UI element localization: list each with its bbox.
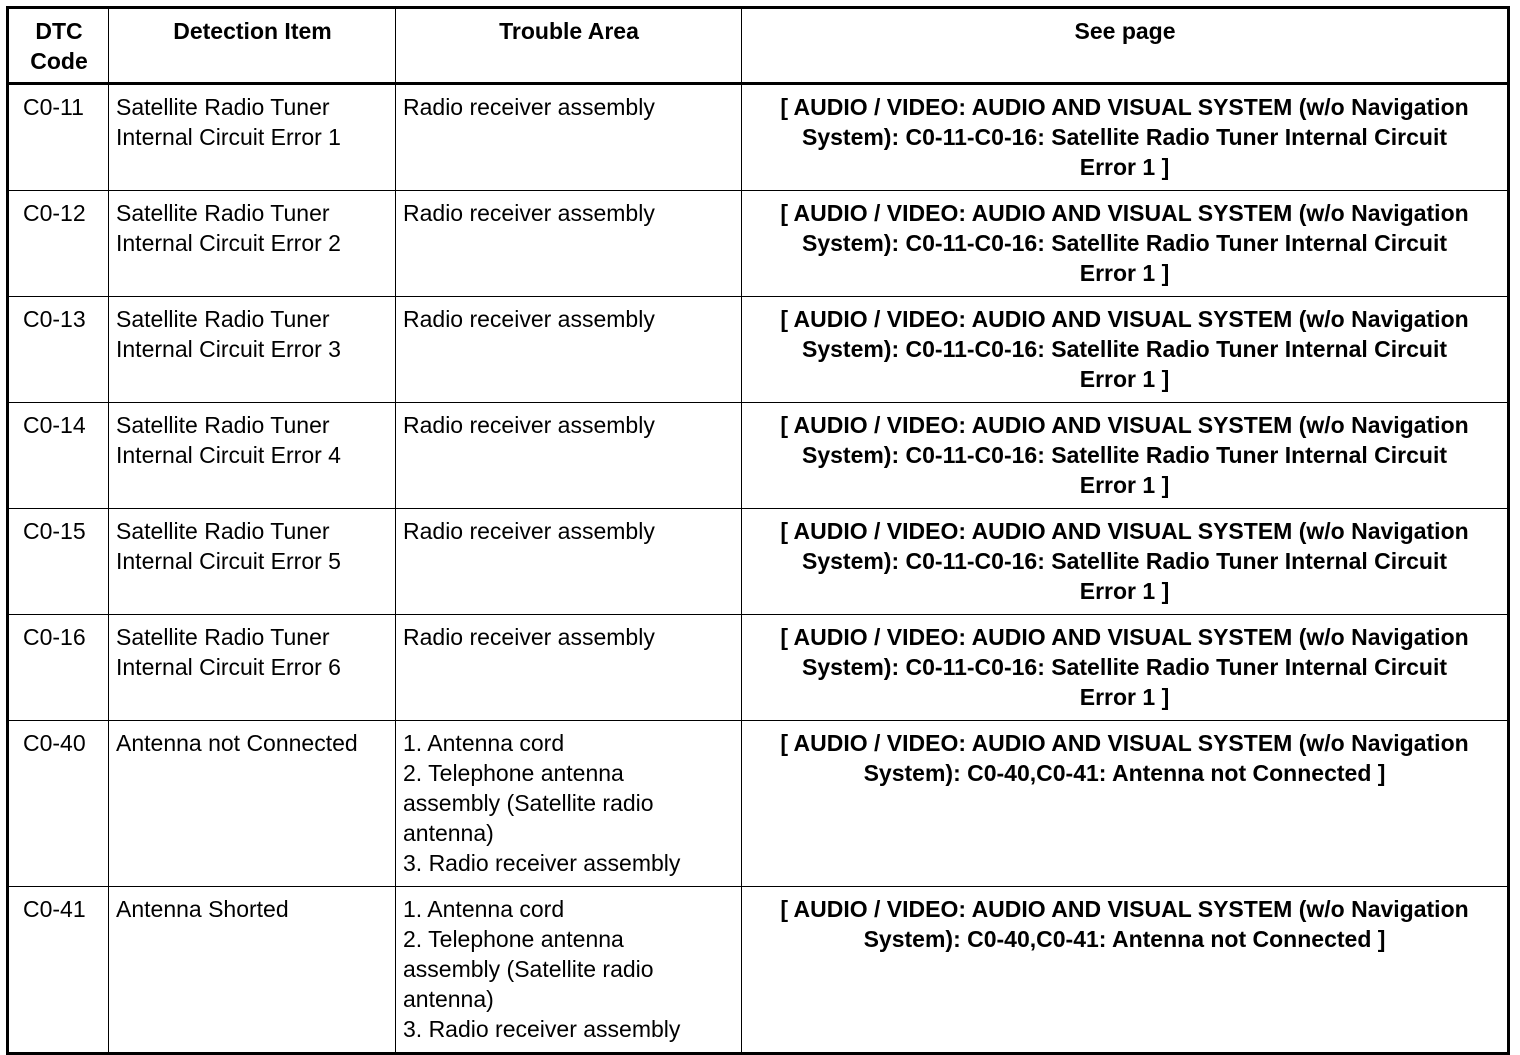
detection-item-cell-line: Internal Circuit Error 3 bbox=[116, 336, 341, 362]
dtc-code-cell: C0-11 bbox=[8, 84, 109, 191]
detection-item-cell bbox=[109, 403, 396, 509]
see-page-link[interactable] bbox=[742, 509, 1509, 615]
see-page-link-line[interactable]: Error 1 ] bbox=[1079, 578, 1170, 604]
trouble-area-cell-line: assembly (Satellite radio bbox=[403, 956, 654, 982]
see-page-link-line[interactable]: System): C0-11-C0-16: Satellite Radio Tuner Internal Circuit bbox=[801, 124, 1447, 150]
trouble-area-cell-line: Radio receiver assembly bbox=[403, 412, 655, 438]
see-page-link-line[interactable]: Error 1 ] bbox=[1079, 260, 1170, 286]
dtc-code-cell: C0-14 bbox=[8, 403, 109, 509]
detection-item-cell-line: Internal Circuit Error 2 bbox=[116, 230, 341, 256]
header-row bbox=[8, 8, 1509, 84]
table-header bbox=[8, 8, 1509, 84]
trouble-area-cell-line: 2. Telephone antenna bbox=[403, 760, 624, 786]
dtc-code-cell: C0-40 bbox=[8, 721, 109, 887]
dtc-table bbox=[6, 6, 1510, 1055]
trouble-area-cell bbox=[396, 297, 742, 403]
detection-item-cell-line: Antenna not Connected bbox=[116, 730, 358, 756]
see-page-link-line[interactable]: [ AUDIO / VIDEO: AUDIO AND VISUAL SYSTEM (w/o Navigation bbox=[780, 518, 1469, 544]
see-page-link[interactable] bbox=[742, 297, 1509, 403]
detection-item-cell-line: Satellite Radio Tuner bbox=[116, 200, 330, 226]
table-body bbox=[8, 84, 1509, 1054]
see-page-link-line[interactable]: System): C0-11-C0-16: Satellite Radio Tuner Internal Circuit bbox=[801, 654, 1447, 680]
trouble-area-cell-line: Radio receiver assembly bbox=[403, 306, 655, 332]
see-page-link[interactable] bbox=[742, 84, 1509, 191]
see-page-link-line[interactable]: System): C0-11-C0-16: Satellite Radio Tuner Internal Circuit bbox=[801, 336, 1447, 362]
see-page-link-line[interactable]: System): C0-11-C0-16: Satellite Radio Tuner Internal Circuit bbox=[801, 548, 1447, 574]
see-page-link-line[interactable]: [ AUDIO / VIDEO: AUDIO AND VISUAL SYSTEM (w/o Navigation bbox=[780, 412, 1469, 438]
see-page-link-line[interactable]: System): C0-40,C0-41: Antenna not Connected ] bbox=[863, 760, 1386, 786]
trouble-area-cell bbox=[396, 84, 742, 191]
trouble-area-cell-line: assembly (Satellite radio bbox=[403, 790, 654, 816]
dtc-code-cell: C0-13 bbox=[8, 297, 109, 403]
trouble-area-cell bbox=[396, 887, 742, 1054]
trouble-area-cell-line: antenna) bbox=[403, 820, 494, 846]
see-page-link-line[interactable]: Error 1 ] bbox=[1079, 154, 1170, 180]
see-page-link-line[interactable]: Error 1 ] bbox=[1079, 684, 1170, 710]
see-page-link-line[interactable]: System): C0-40,C0-41: Antenna not Connected ] bbox=[863, 926, 1386, 952]
detection-item-cell bbox=[109, 887, 396, 1054]
trouble-area-cell-line: 3. Radio receiver assembly bbox=[403, 1016, 681, 1042]
header-dtc-code-line-2: Code bbox=[30, 48, 88, 74]
table-row bbox=[8, 887, 1509, 1054]
see-page-link-line[interactable]: [ AUDIO / VIDEO: AUDIO AND VISUAL SYSTEM (w/o Navigation bbox=[780, 200, 1469, 226]
header-detection-item: Detection Item bbox=[109, 8, 396, 84]
trouble-area-cell-line: 3. Radio receiver assembly bbox=[403, 850, 681, 876]
trouble-area-cell-line: 1. Antenna cord bbox=[403, 730, 565, 756]
see-page-link[interactable] bbox=[742, 615, 1509, 721]
detection-item-cell-line: Satellite Radio Tuner bbox=[116, 94, 330, 120]
see-page-link[interactable] bbox=[742, 403, 1509, 509]
trouble-area-cell-line: antenna) bbox=[403, 986, 494, 1012]
trouble-area-cell-line: 1. Antenna cord bbox=[403, 896, 565, 922]
detection-item-cell-line: Satellite Radio Tuner bbox=[116, 306, 330, 332]
detection-item-cell-line: Satellite Radio Tuner bbox=[116, 412, 330, 438]
trouble-area-cell-line: Radio receiver assembly bbox=[403, 518, 655, 544]
trouble-area-cell-line: 2. Telephone antenna bbox=[403, 926, 624, 952]
detection-item-cell-line: Antenna Shorted bbox=[116, 896, 289, 922]
trouble-area-cell-line: Radio receiver assembly bbox=[403, 624, 655, 650]
see-page-link[interactable] bbox=[742, 721, 1509, 887]
trouble-area-cell-line: Radio receiver assembly bbox=[403, 94, 655, 120]
detection-item-cell-line: Internal Circuit Error 6 bbox=[116, 654, 341, 680]
trouble-area-cell bbox=[396, 509, 742, 615]
see-page-link-line[interactable]: [ AUDIO / VIDEO: AUDIO AND VISUAL SYSTEM (w/o Navigation bbox=[780, 624, 1469, 650]
see-page-link-line[interactable]: Error 1 ] bbox=[1079, 366, 1170, 392]
see-page-link-line[interactable]: Error 1 ] bbox=[1079, 472, 1170, 498]
table-row bbox=[8, 509, 1509, 615]
trouble-area-cell bbox=[396, 191, 742, 297]
detection-item-cell bbox=[109, 615, 396, 721]
detection-item-cell bbox=[109, 297, 396, 403]
detection-item-cell-line: Internal Circuit Error 4 bbox=[116, 442, 341, 468]
detection-item-cell bbox=[109, 721, 396, 887]
dtc-code-cell: C0-12 bbox=[8, 191, 109, 297]
detection-item-cell bbox=[109, 509, 396, 615]
header-dtc-code-line-1: DTC bbox=[35, 18, 83, 44]
trouble-area-cell bbox=[396, 403, 742, 509]
see-page-link-line[interactable]: [ AUDIO / VIDEO: AUDIO AND VISUAL SYSTEM (w/o Navigation bbox=[780, 94, 1469, 120]
see-page-link-line[interactable]: [ AUDIO / VIDEO: AUDIO AND VISUAL SYSTEM (w/o Navigation bbox=[780, 896, 1469, 922]
trouble-area-cell bbox=[396, 721, 742, 887]
dtc-code-cell: C0-16 bbox=[8, 615, 109, 721]
detection-item-cell bbox=[109, 84, 396, 191]
dtc-code-cell: C0-15 bbox=[8, 509, 109, 615]
detection-item-cell-line: Internal Circuit Error 1 bbox=[116, 124, 341, 150]
table-row bbox=[8, 615, 1509, 721]
detection-item-cell bbox=[109, 191, 396, 297]
trouble-area-cell-line: Radio receiver assembly bbox=[403, 200, 655, 226]
see-page-link-line[interactable]: [ AUDIO / VIDEO: AUDIO AND VISUAL SYSTEM (w/o Navigation bbox=[780, 306, 1469, 332]
detection-item-cell-line: Satellite Radio Tuner bbox=[116, 624, 330, 650]
dtc-code-cell: C0-41 bbox=[8, 887, 109, 1054]
trouble-area-cell bbox=[396, 615, 742, 721]
detection-item-cell-line: Satellite Radio Tuner bbox=[116, 518, 330, 544]
see-page-link-line[interactable]: System): C0-11-C0-16: Satellite Radio Tuner Internal Circuit bbox=[801, 442, 1447, 468]
header-dtc-code bbox=[8, 8, 109, 84]
table-row bbox=[8, 721, 1509, 887]
see-page-link-line[interactable]: System): C0-11-C0-16: Satellite Radio Tuner Internal Circuit bbox=[801, 230, 1447, 256]
header-trouble-area: Trouble Area bbox=[396, 8, 742, 84]
see-page-link[interactable] bbox=[742, 191, 1509, 297]
header-see-page: See page bbox=[742, 8, 1509, 84]
see-page-link-line[interactable]: [ AUDIO / VIDEO: AUDIO AND VISUAL SYSTEM (w/o Navigation bbox=[780, 730, 1469, 756]
table-row bbox=[8, 403, 1509, 509]
table-row bbox=[8, 297, 1509, 403]
table-row bbox=[8, 84, 1509, 191]
see-page-link[interactable] bbox=[742, 887, 1509, 1054]
detection-item-cell-line: Internal Circuit Error 5 bbox=[116, 548, 341, 574]
table-row bbox=[8, 191, 1509, 297]
